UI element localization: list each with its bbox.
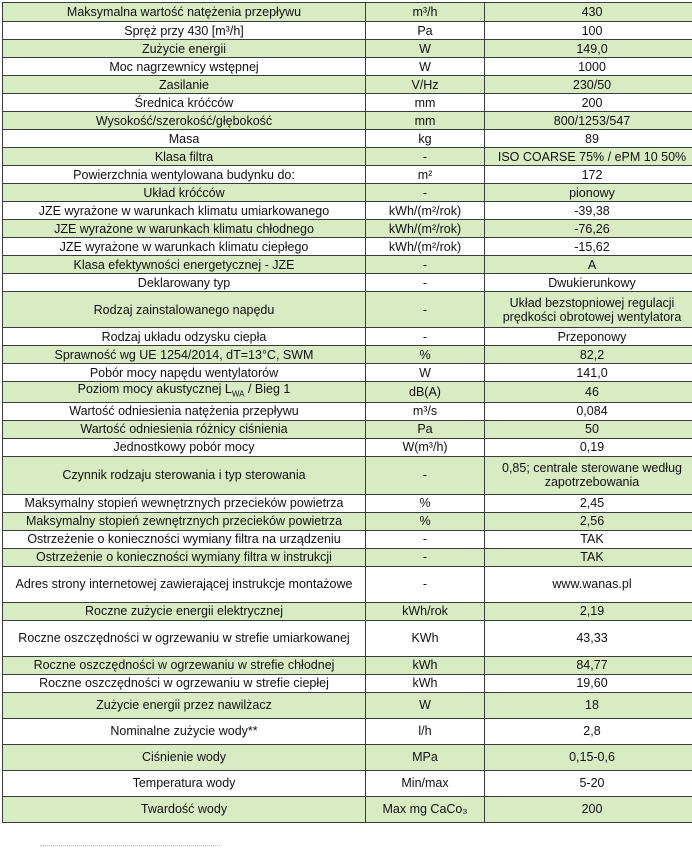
parameter-cell — [3, 256, 366, 274]
parameter-cell — [3, 184, 366, 202]
parameter-cell — [3, 274, 366, 292]
unit-cell: kWh — [366, 656, 485, 674]
unit-cell: W — [366, 364, 485, 382]
table-row — [3, 202, 692, 220]
parameter-cell — [3, 220, 366, 238]
table-row — [3, 494, 692, 512]
value-cell — [485, 202, 692, 220]
parameter-cell — [3, 346, 366, 364]
parameter-label: Czynnik rodzaju sterowania i typ sterowania — [62, 468, 306, 482]
value-text: 149,0 — [576, 41, 608, 56]
table-row — [3, 744, 692, 770]
parameter-cell — [3, 512, 366, 530]
parameter-label: Średnica króćców — [134, 95, 234, 110]
parameter-label: Spręż przy 430 [m³/h] — [124, 23, 244, 38]
value-cell — [485, 94, 692, 112]
parameter-label: Twardość wody — [140, 802, 228, 816]
parameter-cell — [3, 744, 366, 770]
unit-cell: m² — [366, 166, 485, 184]
parameter-cell — [3, 718, 366, 744]
unit-cell: - — [366, 274, 485, 292]
value-cell — [485, 674, 692, 692]
parameter-cell — [3, 566, 366, 602]
parameter-cell — [3, 494, 366, 512]
parameter-label: Poziom mocy akustycznej L — [77, 382, 232, 396]
value-text-line2: prędkości obrotowej wentylatora — [502, 309, 682, 324]
value-cell — [485, 76, 692, 94]
value-text: ISO COARSE 75% / ePM 10 50% — [497, 149, 687, 164]
value-text: 89 — [585, 131, 599, 146]
parameter-subscript: WA — [231, 389, 245, 399]
value-text: 800/1253/547 — [553, 113, 631, 128]
specification-table — [2, 2, 692, 823]
table-row — [3, 382, 692, 403]
value-cell — [485, 328, 692, 346]
value-cell — [485, 40, 692, 58]
value-text: A — [587, 257, 597, 272]
value-cell — [485, 292, 692, 328]
parameter-label: Jednostkowy pobór mocy — [113, 440, 255, 454]
value-text: 18 — [585, 698, 599, 712]
parameter-cell — [3, 620, 366, 656]
parameter-cell — [3, 382, 366, 403]
value-cell — [485, 512, 692, 530]
table-row — [3, 328, 692, 346]
value-text: -15,62 — [574, 239, 610, 254]
unit-cell: kWh/(m²/rok) — [366, 220, 485, 238]
table-row — [3, 256, 692, 274]
table-row — [3, 274, 692, 292]
unit-cell: Pa — [366, 420, 485, 438]
parameter-label: Klasa filtra — [154, 149, 214, 164]
value-text: -76,26 — [574, 221, 610, 236]
value-text: TAK — [580, 550, 604, 564]
value-cell — [485, 402, 692, 420]
value-text: 5-20 — [579, 776, 605, 790]
unit-cell: mm — [366, 112, 485, 130]
table-row — [3, 364, 692, 382]
parameter-label: Adres strony internetowej zawierającej instrukcje montażowe — [15, 577, 353, 591]
value-text-line2: zapotrzebowania — [544, 475, 640, 489]
value-text: 430 — [581, 5, 603, 19]
parameter-label: JZE wyrażone w warunkach klimatu ciepłego — [59, 239, 309, 254]
unit-cell: - — [366, 148, 485, 166]
parameter-label: Zasilanie — [158, 77, 210, 92]
value-text: 0,85; centrale sterowane według — [502, 461, 682, 475]
parameter-cell — [3, 420, 366, 438]
value-cell — [485, 238, 692, 256]
parameter-cell — [3, 130, 366, 148]
value-cell — [485, 656, 692, 674]
unit-cell: W(m³/h) — [366, 438, 485, 456]
value-cell — [485, 494, 692, 512]
parameter-label: Sprawność wg UE 1254/2014, dT=13°C, SWM — [54, 347, 314, 362]
unit-cell: l/h — [366, 718, 485, 744]
value-text: 50 — [585, 422, 599, 436]
value-cell — [485, 796, 692, 822]
unit-cell: - — [366, 548, 485, 566]
value-cell — [485, 256, 692, 274]
value-cell — [485, 438, 692, 456]
parameter-label: Rodzaj układu odzysku ciepła — [101, 329, 267, 344]
parameter-cell — [3, 94, 366, 112]
parameter-label: Wysokość/szerokość/głębokość — [95, 113, 273, 128]
unit-cell: W — [366, 58, 485, 76]
parameter-label: Ostrzeżenie o konieczności wymiany filtra na urządzeniu — [27, 532, 341, 546]
table-row — [3, 656, 692, 674]
unit-cell: KWh — [366, 620, 485, 656]
value-text: www.wanas.pl — [552, 577, 632, 591]
unit-cell: Min/max — [366, 770, 485, 796]
parameter-cell — [3, 548, 366, 566]
parameter-label: Maksymalna wartość natężenia przepływu — [66, 5, 302, 19]
parameter-label: Roczne oszczędności w ogrzewaniu w strefie umiarkowanej — [18, 631, 350, 645]
table-row — [3, 566, 692, 602]
parameter-cell — [3, 76, 366, 94]
value-cell — [485, 3, 692, 22]
unit-cell: - — [366, 530, 485, 548]
specification-table-body — [3, 3, 692, 823]
table-row — [3, 530, 692, 548]
value-text: TAK — [580, 532, 604, 546]
value-text: 1000 — [578, 59, 606, 74]
table-row — [3, 40, 692, 58]
value-text: 200 — [581, 802, 603, 816]
value-cell — [485, 744, 692, 770]
parameter-cell — [3, 238, 366, 256]
unit-cell: - — [366, 184, 485, 202]
value-text: Układ bezstopniowej regulacji — [509, 295, 675, 310]
value-text: 0,19 — [579, 440, 605, 454]
value-text: Dwukierunkowy — [548, 275, 636, 290]
value-cell — [485, 548, 692, 566]
value-cell — [485, 274, 692, 292]
parameter-label: Zużycie energii — [141, 41, 227, 56]
unit-cell: kWh/(m²/rok) — [366, 202, 485, 220]
value-cell — [485, 184, 692, 202]
table-row — [3, 402, 692, 420]
value-cell — [485, 364, 692, 382]
parameter-cell — [3, 530, 366, 548]
parameter-cell — [3, 3, 366, 22]
value-text: 0,084 — [576, 404, 608, 418]
value-cell — [485, 530, 692, 548]
unit-cell: % — [366, 512, 485, 530]
value-cell — [485, 692, 692, 718]
parameter-cell — [3, 40, 366, 58]
value-text: 82,2 — [579, 347, 605, 362]
value-text: 43,33 — [576, 631, 608, 645]
unit-cell: kWh — [366, 674, 485, 692]
unit-cell: - — [366, 566, 485, 602]
parameter-label: Powierzchnia wentylowana budynku do: — [73, 167, 295, 182]
parameter-label: Moc nagrzewnicy wstępnej — [109, 59, 259, 74]
parameter-cell — [3, 656, 366, 674]
value-cell — [485, 718, 692, 744]
unit-cell: W — [366, 692, 485, 718]
table-row — [3, 112, 692, 130]
table-row — [3, 346, 692, 364]
unit-cell: kWh/(m²/rok) — [366, 238, 485, 256]
unit-cell: m³/h — [366, 3, 485, 22]
value-cell — [485, 420, 692, 438]
value-text: 0,15-0,6 — [569, 750, 615, 764]
parameter-cell — [3, 456, 366, 494]
parameter-label: Masa — [168, 131, 200, 146]
table-row — [3, 456, 692, 494]
table-row — [3, 796, 692, 822]
parameter-label: Roczne oszczędności w ogrzewaniu w strefie ciepłej — [39, 676, 329, 690]
unit-cell: dB(A) — [366, 382, 485, 403]
table-row — [3, 184, 692, 202]
value-cell — [485, 566, 692, 602]
parameter-label: Układ króćców — [143, 185, 225, 200]
parameter-cell — [3, 364, 366, 382]
value-cell — [485, 22, 692, 40]
value-text: 2,56 — [579, 514, 605, 528]
unit-cell: - — [366, 328, 485, 346]
parameter-cell — [3, 674, 366, 692]
value-text: 172 — [581, 167, 603, 182]
unit-cell: - — [366, 256, 485, 274]
table-row — [3, 220, 692, 238]
value-text: 141,0 — [576, 365, 608, 380]
table-row — [3, 548, 692, 566]
value-text: 2,19 — [579, 604, 605, 618]
table-row — [3, 58, 692, 76]
value-cell — [485, 770, 692, 796]
parameter-cell — [3, 166, 366, 184]
unit-cell: - — [366, 292, 485, 328]
unit-cell: m³/s — [366, 402, 485, 420]
parameter-cell — [3, 602, 366, 620]
parameter-label: Ostrzeżenie o konieczności wymiany filtra w instrukcji — [36, 550, 332, 564]
table-row — [3, 292, 692, 328]
table-row — [3, 148, 692, 166]
value-text: 84,77 — [576, 658, 608, 672]
parameter-label: Rodzaj zainstalowanego napędu — [93, 302, 275, 317]
parameter-label: Ciśnienie wody — [141, 750, 227, 764]
table-row — [3, 438, 692, 456]
parameter-label: Wartość odniesienia natężenia przepływu — [69, 404, 299, 418]
value-text: 2,8 — [583, 724, 601, 738]
table-row — [3, 620, 692, 656]
table-row — [3, 166, 692, 184]
parameter-label: Wartość odniesienia różnicy ciśnienia — [80, 422, 288, 436]
parameter-label: Maksymalny stopień wewnętrznych przecieków powietrza — [24, 496, 344, 510]
parameter-cell — [3, 292, 366, 328]
parameter-cell — [3, 202, 366, 220]
unit-cell: % — [366, 346, 485, 364]
parameter-cell — [3, 22, 366, 40]
unit-cell: kWh/rok — [366, 602, 485, 620]
value-cell — [485, 130, 692, 148]
parameter-label: Nominalne zużycie wody** — [110, 724, 258, 738]
table-row — [3, 770, 692, 796]
value-text: 100 — [581, 23, 603, 38]
value-text: 230/50 — [572, 77, 612, 92]
unit-cell: Pa — [366, 22, 485, 40]
table-row — [3, 94, 692, 112]
unit-cell: % — [366, 494, 485, 512]
value-cell — [485, 620, 692, 656]
table-row — [3, 718, 692, 744]
parameter-label: Zużycie energii przez nawilżacz — [96, 698, 272, 712]
unit-cell: Max mg CaCo₃ — [366, 796, 485, 822]
footer-dotted-line — [40, 845, 220, 847]
table-row — [3, 130, 692, 148]
parameter-cell — [3, 58, 366, 76]
value-cell — [485, 148, 692, 166]
value-text: 200 — [581, 95, 603, 110]
table-row — [3, 512, 692, 530]
value-cell — [485, 382, 692, 403]
parameter-cell — [3, 112, 366, 130]
parameter-label: Klasa efektywności energetycznej - JZE — [73, 257, 295, 272]
unit-cell: kg — [366, 130, 485, 148]
parameter-cell — [3, 770, 366, 796]
value-text: 2,45 — [579, 496, 605, 510]
table-row — [3, 22, 692, 40]
unit-cell: W — [366, 40, 485, 58]
parameter-label: Roczne zużycie energii elektrycznej — [84, 604, 283, 618]
parameter-cell — [3, 796, 366, 822]
value-text: Przeponowy — [557, 329, 627, 344]
parameter-label-tail: / Bieg 1 — [244, 382, 291, 396]
unit-cell: V/Hz — [366, 76, 485, 94]
value-cell — [485, 602, 692, 620]
parameter-label: Roczne oszczędności w ogrzewaniu w strefie chłodnej — [33, 658, 335, 672]
value-cell — [485, 58, 692, 76]
table-row — [3, 692, 692, 718]
value-text: -39,38 — [574, 203, 610, 218]
value-cell — [485, 346, 692, 364]
value-text: 19,60 — [576, 676, 608, 690]
value-text: pionowy — [569, 185, 615, 200]
parameter-label: Pobór mocy napędu wentylatorów — [89, 365, 279, 380]
parameter-label: Deklarowany typ — [137, 275, 231, 290]
table-row — [3, 3, 692, 22]
parameter-cell — [3, 438, 366, 456]
parameter-label: JZE wyrażone w warunkach klimatu umiarkowanego — [38, 203, 330, 218]
value-text: 46 — [585, 384, 599, 399]
value-cell — [485, 220, 692, 238]
parameter-cell — [3, 692, 366, 718]
value-cell — [485, 112, 692, 130]
unit-cell: mm — [366, 94, 485, 112]
unit-cell: MPa — [366, 744, 485, 770]
table-row — [3, 602, 692, 620]
unit-cell: - — [366, 456, 485, 494]
parameter-cell — [3, 328, 366, 346]
table-row — [3, 674, 692, 692]
value-cell — [485, 456, 692, 494]
parameter-label: Temperatura wody — [132, 776, 236, 790]
table-row — [3, 420, 692, 438]
parameter-label: Maksymalny stopień zewnętrznych przecieków powietrza — [25, 514, 343, 528]
parameter-cell — [3, 402, 366, 420]
value-cell — [485, 166, 692, 184]
parameter-cell — [3, 148, 366, 166]
table-row — [3, 238, 692, 256]
parameter-label: JZE wyrażone w warunkach klimatu chłodnego — [54, 221, 314, 236]
table-row — [3, 76, 692, 94]
